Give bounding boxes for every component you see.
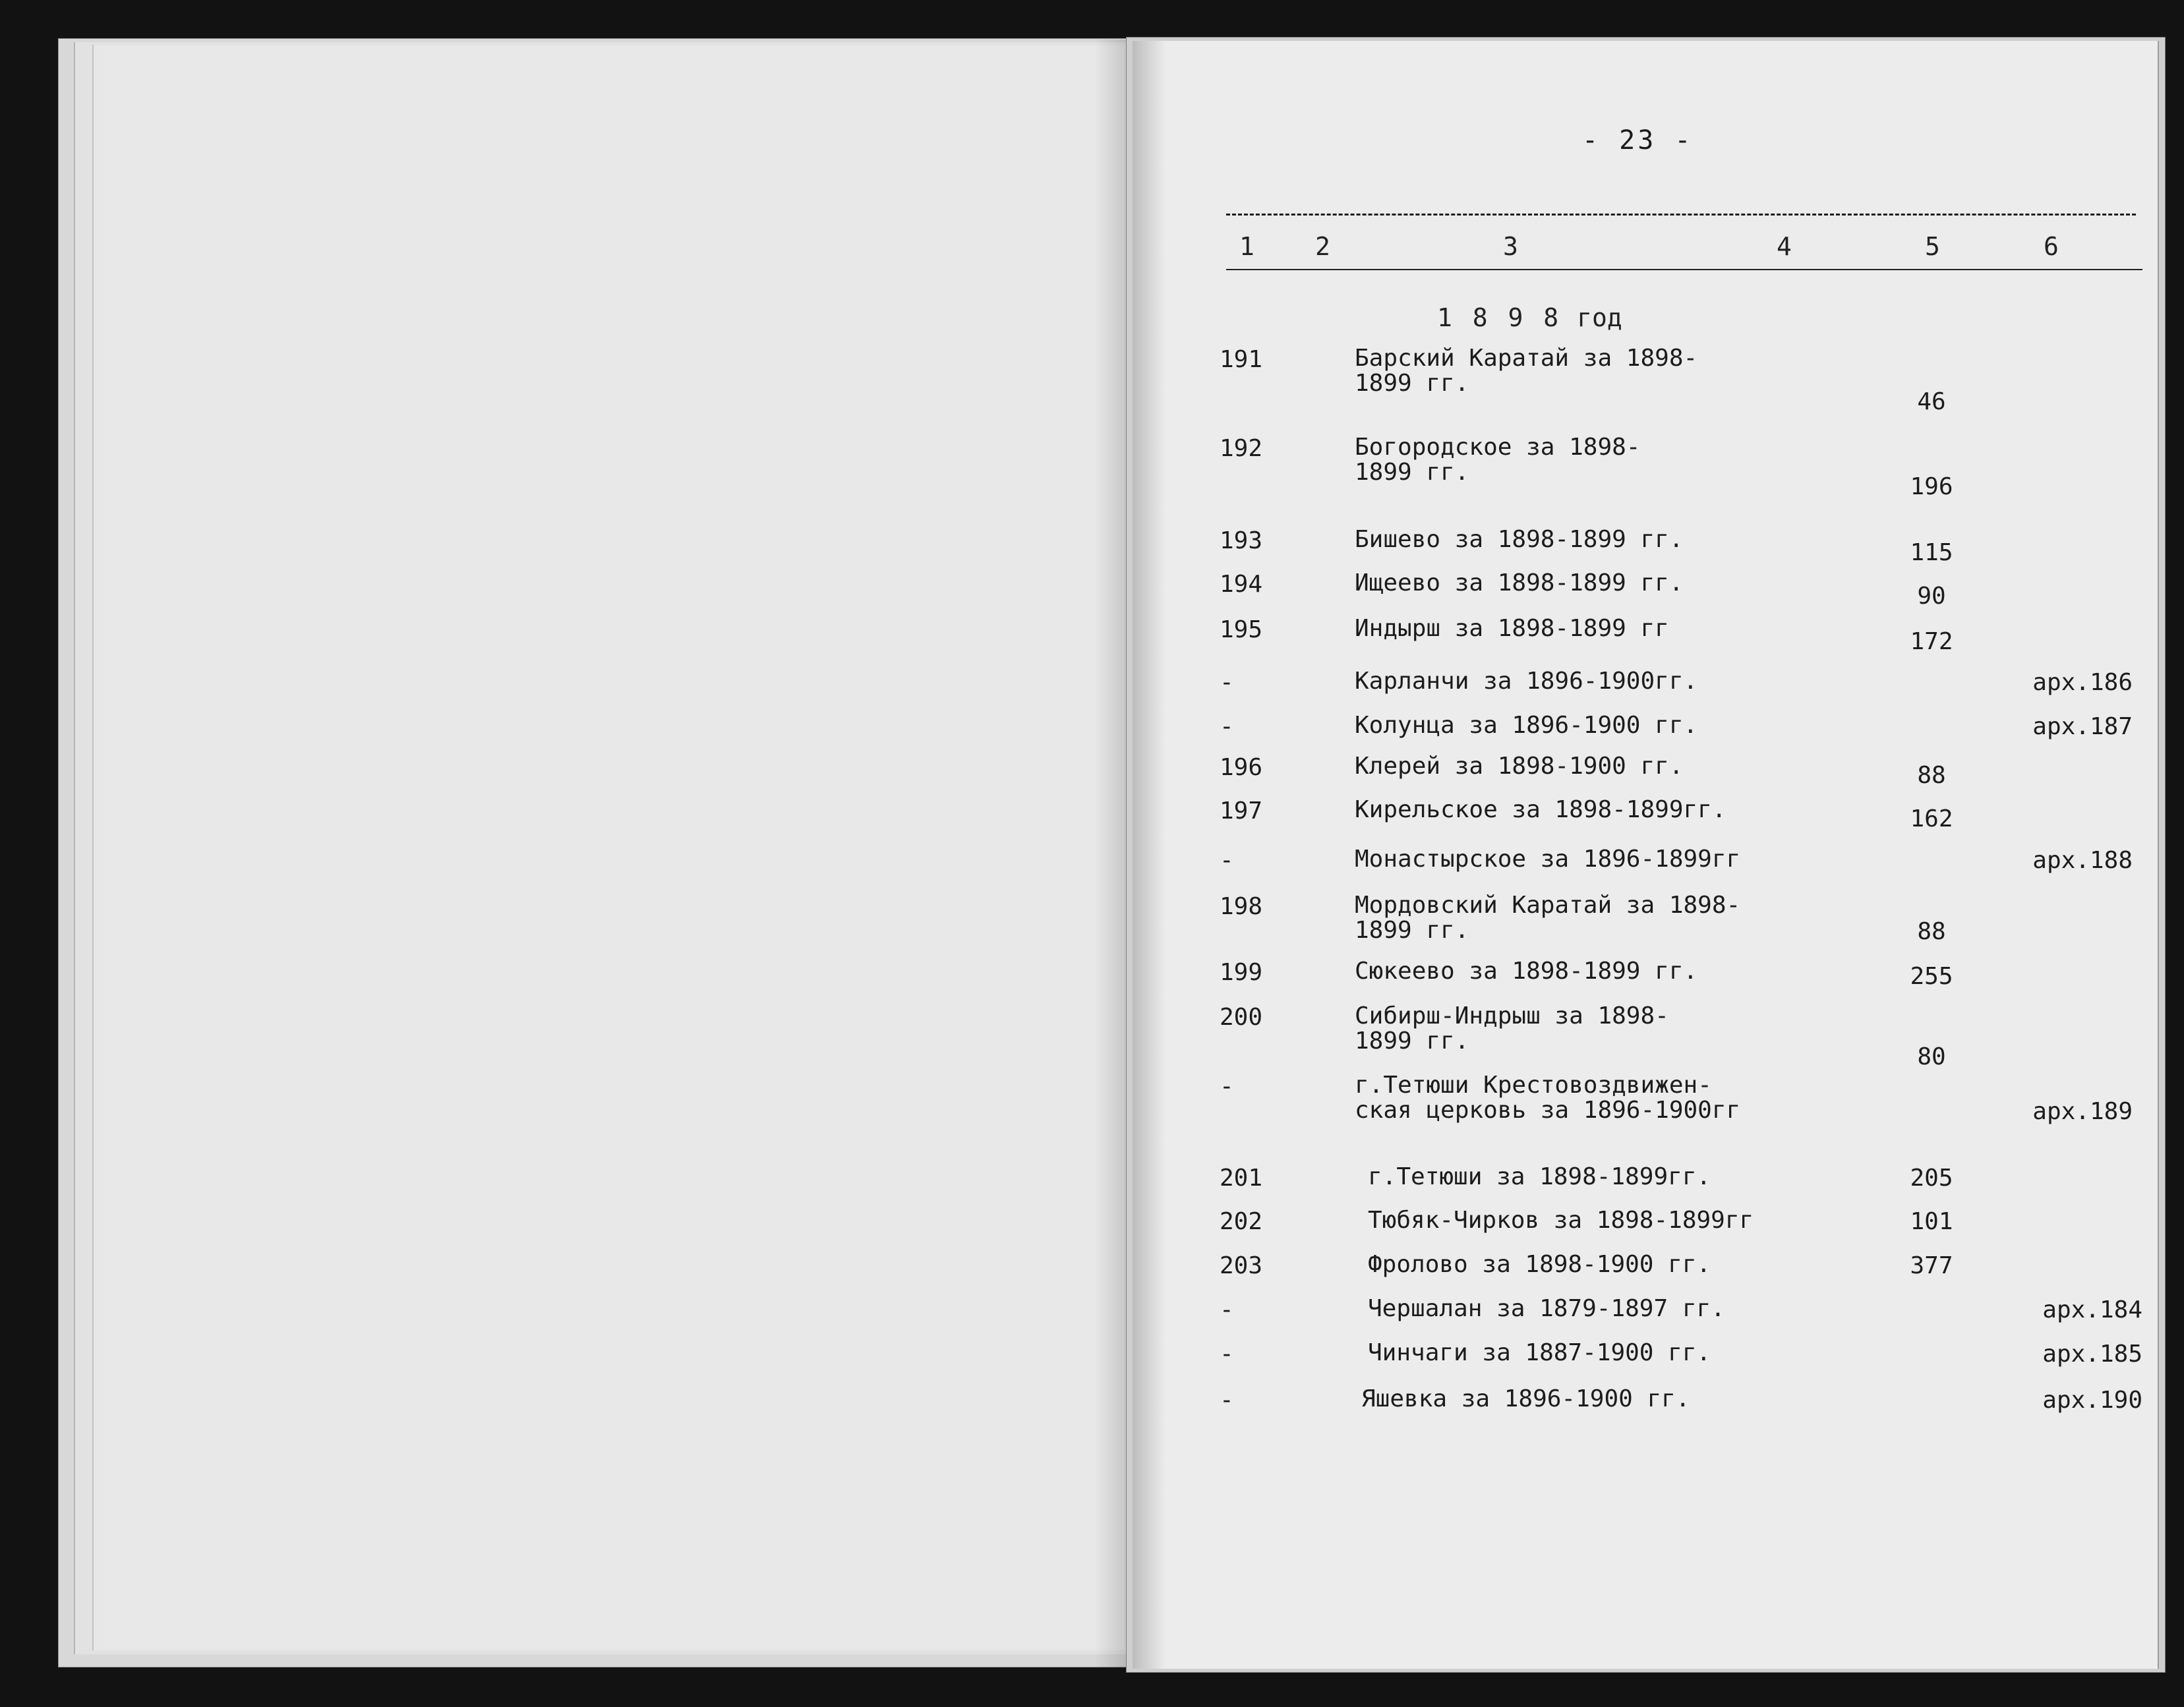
row-number: 196 bbox=[1220, 754, 1263, 781]
year-value: 1 8 9 8 bbox=[1437, 303, 1562, 332]
column-header-2: 2 bbox=[1315, 232, 1330, 261]
row-note: арх.189 bbox=[2032, 1098, 2133, 1125]
row-note: арх.185 bbox=[2042, 1341, 2142, 1368]
row-number: - bbox=[1220, 1387, 1234, 1414]
year-word: год bbox=[1577, 303, 1622, 332]
row-number: 200 bbox=[1220, 1004, 1263, 1031]
year-heading bbox=[1437, 303, 1622, 332]
row-title: Богородское за 1898- 1899 гг. bbox=[1355, 434, 1641, 486]
row-note: арх.188 bbox=[2032, 847, 2133, 874]
column-header-4: 4 bbox=[1777, 232, 1792, 261]
row-title: Барский Каратай за 1898- 1899 гг. bbox=[1355, 345, 1698, 397]
row-title: Мордовский Каратай за 1898- 1899 гг. bbox=[1355, 892, 1741, 944]
column-header-5: 5 bbox=[1925, 232, 1940, 261]
row-number: - bbox=[1220, 1296, 1234, 1323]
row-count: 205 bbox=[1910, 1165, 1953, 1192]
row-note: арх.190 bbox=[2042, 1387, 2142, 1414]
row-note: арх.187 bbox=[2032, 713, 2133, 740]
row-number: - bbox=[1220, 669, 1234, 696]
row-number: 191 bbox=[1220, 346, 1263, 373]
row-note: арх.184 bbox=[2042, 1296, 2142, 1323]
column-header-underline bbox=[1226, 269, 2142, 270]
row-number: - bbox=[1220, 847, 1234, 874]
row-title: Чершалан за 1879-1897 гг. bbox=[1368, 1295, 1725, 1322]
column-header-6: 6 bbox=[2044, 232, 2059, 261]
right-gutter-shadow bbox=[1133, 41, 1166, 1669]
page-number: - 23 - bbox=[1582, 125, 1694, 156]
row-title: Кирельское за 1898-1899гг. bbox=[1355, 796, 1727, 823]
row-count: 172 bbox=[1910, 628, 1953, 655]
row-number: 193 bbox=[1220, 527, 1263, 554]
row-count: 80 bbox=[1917, 1043, 1946, 1070]
row-title: г.Тетюши Крестовоздвижен- ская церковь за 1896-1900гг bbox=[1355, 1072, 1741, 1124]
row-count: 115 bbox=[1910, 539, 1953, 566]
row-number: 194 bbox=[1220, 571, 1263, 598]
row-count: 101 bbox=[1910, 1208, 1953, 1235]
row-number: - bbox=[1220, 1341, 1234, 1368]
row-number: 195 bbox=[1220, 616, 1263, 643]
row-title: г.Тетюши за 1898-1899гг. bbox=[1368, 1163, 1711, 1190]
row-count: 88 bbox=[1917, 762, 1946, 789]
row-title: Клерей за 1898-1900 гг. bbox=[1355, 753, 1684, 780]
row-title: Чинчаги за 1887-1900 гг. bbox=[1368, 1339, 1711, 1366]
row-number: 197 bbox=[1220, 797, 1263, 825]
row-title: Сюкеево за 1898-1899 гг. bbox=[1355, 958, 1698, 985]
column-header-3: 3 bbox=[1503, 232, 1518, 261]
row-number: 199 bbox=[1220, 959, 1263, 986]
row-count: 255 bbox=[1910, 963, 1953, 990]
row-count: 377 bbox=[1910, 1252, 1953, 1279]
row-title: Карланчи за 1896-1900гг. bbox=[1355, 668, 1698, 695]
header-rule bbox=[1226, 214, 2136, 216]
row-title: Колунца за 1896-1900 гг. bbox=[1355, 712, 1698, 739]
column-header-1: 1 bbox=[1239, 232, 1254, 261]
row-title: Ищеево за 1898-1899 гг. bbox=[1355, 569, 1684, 596]
row-count: 162 bbox=[1910, 805, 1953, 832]
row-title: Яшевка за 1896-1900 гг. bbox=[1361, 1385, 1690, 1412]
row-number: 198 bbox=[1220, 893, 1263, 920]
row-note: арх.186 bbox=[2032, 669, 2133, 696]
row-number: 192 bbox=[1220, 435, 1263, 462]
row-title: Монастырское за 1896-1899гг bbox=[1355, 846, 1741, 873]
row-number: - bbox=[1220, 713, 1234, 740]
row-number: 202 bbox=[1220, 1208, 1263, 1235]
row-count: 90 bbox=[1917, 583, 1946, 610]
row-title: Индырш за 1898-1899 гг bbox=[1355, 615, 1669, 642]
row-title: Фролово за 1898-1900 гг. bbox=[1368, 1251, 1711, 1278]
row-number: 203 bbox=[1220, 1252, 1263, 1279]
row-number: 201 bbox=[1220, 1165, 1263, 1192]
left-page-blank bbox=[111, 46, 1131, 1648]
row-count: 196 bbox=[1910, 473, 1953, 500]
row-title: Тюбяк-Чирков за 1898-1899гг bbox=[1368, 1207, 1754, 1234]
row-number: - bbox=[1220, 1073, 1234, 1100]
row-count: 46 bbox=[1917, 388, 1946, 415]
row-count: 88 bbox=[1917, 918, 1946, 945]
row-title: Сибирш-Индрыш за 1898- 1899 гг. bbox=[1355, 1002, 1669, 1055]
row-title: Бишево за 1898-1899 гг. bbox=[1355, 526, 1684, 553]
